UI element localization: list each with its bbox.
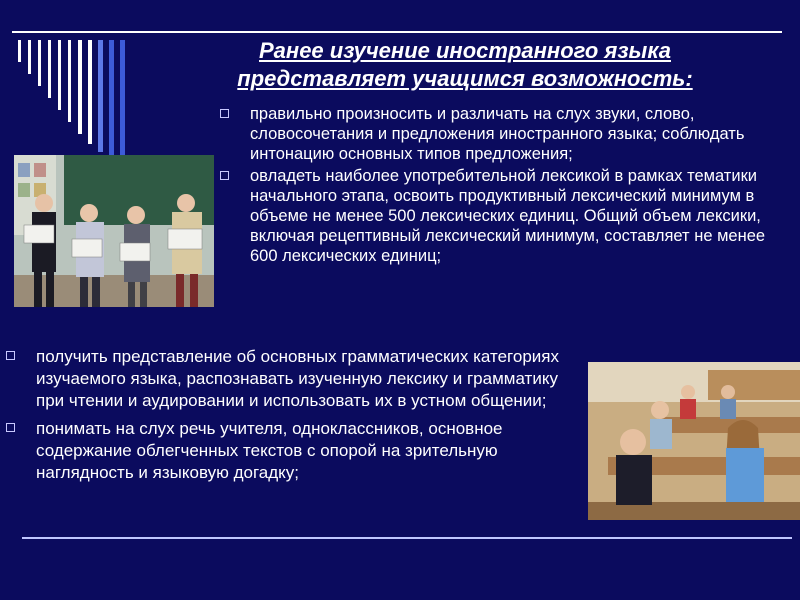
bullet-list-bottom xyxy=(6,346,586,490)
bullet-text: получить представление об основных грамматических категориях изучаемого языка, распознавать изученную лексику и грамматику при чтении и аудировании и использовать их в устном общении; xyxy=(36,347,559,410)
list-item xyxy=(6,346,586,412)
classroom-photo xyxy=(588,362,800,520)
list-item xyxy=(220,104,780,164)
children-with-signs-photo xyxy=(14,155,214,307)
square-outline-icon xyxy=(6,351,15,360)
list-item xyxy=(6,418,586,484)
photo-illustration-right xyxy=(588,362,800,520)
title-line-2: представляет учащимся возможность: xyxy=(237,66,693,91)
slide-title xyxy=(165,37,765,93)
square-outline-icon xyxy=(220,109,229,118)
title-divider xyxy=(12,31,782,33)
bullet-list-top xyxy=(220,104,780,268)
bullet-text: правильно произносить и различать на слух звуки, слово, словосочетания и предложения иностранного языка; соблюдать интонацию основных типов предложения; xyxy=(250,105,745,163)
bottom-divider xyxy=(22,537,792,539)
square-outline-icon xyxy=(220,171,229,180)
bullet-text: понимать на слух речь учителя, одноклассников, основное содержание облегченных текстов с опорой на зрительную наглядность и языковую догадку; xyxy=(36,419,503,482)
photo-illustration-left xyxy=(14,155,214,307)
title-line-1: Ранее изучение иностранного языка xyxy=(259,38,671,63)
bullet-text: овладеть наиболее употребительной лексикой в рамках тематики начального этапа, освоить продуктивный лексический минимум в объеме не менее 500 лексических единиц. Общий объем лексики, включая рецептивный лексический минимум, составляет не менее 600 лексических единиц; xyxy=(250,167,766,265)
list-item xyxy=(220,166,780,266)
decorative-stripes-icon xyxy=(18,40,138,160)
square-outline-icon xyxy=(6,423,15,432)
